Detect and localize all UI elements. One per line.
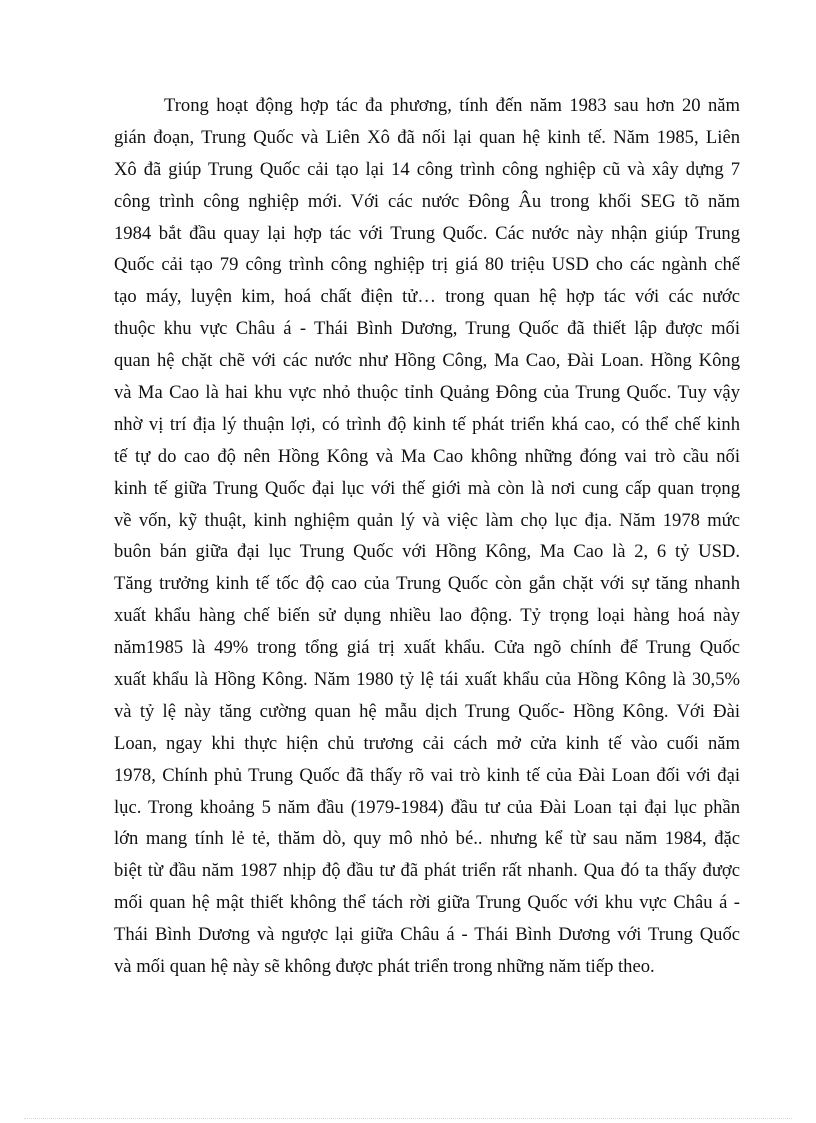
paragraph-line: 1984 bắt đầu quay lại hợp tác với Trung Quốc. Các nước này nhận giúp Trung	[114, 222, 740, 244]
paragraph-line: tế tự do cao độ nên Hồng Kông và Ma Cao không những đóng vai trò cầu nối	[114, 445, 740, 467]
page-bottom-divider	[24, 1118, 792, 1119]
paragraph-line: nhờ vị trí địa lý thuận lợi, có trình độ kinh tế phát triển khá cao, có thể chế kinh	[114, 413, 740, 435]
paragraph-line: buôn bán giữa đại lục Trung Quốc với Hồng Kông, Ma Cao là 2, 6 tỷ USD.	[114, 541, 740, 563]
paragraph-line: và mối quan hệ này sẽ không được phát triển trong những năm tiếp theo.	[114, 956, 655, 978]
paragraph-line: về vốn, kỹ thuật, kinh nghiệm quản lý và việc làm chọ lục địa. Năm 1978 mức	[114, 509, 740, 531]
paragraph-line: Trong hoạt động hợp tác đa phương, tính đến năm 1983 sau hơn 20 năm	[164, 95, 740, 116]
paragraph-line: năm1985 là 49% trong tổng giá trị xuất khẩu. Cửa ngõ chính để Trung Quốc	[114, 637, 740, 659]
paragraph-line: lớn mang tính lẻ tẻ, thăm dò, quy mô nhỏ bé.. nhưng kể từ sau năm 1984, đặc	[114, 828, 740, 850]
body-paragraph	[114, 90, 740, 983]
paragraph-line: lục. Trong khoảng 5 năm đầu (1979-1984) đầu tư của Đài Loan tại đại lục phần	[114, 796, 740, 818]
paragraph-line: tạo máy, luyện kim, hoá chất điện tử… trong quan hệ hợp tác với các nước	[114, 286, 740, 308]
paragraph-line: 1978, Chính phủ Trung Quốc đã thấy rõ vai trò kinh tế của Đài Loan đối với đại	[114, 764, 740, 786]
paragraph-line: xuất khẩu là Hồng Kông. Năm 1980 tỷ lệ tái xuất khẩu của Hồng Kông là 30,5%	[114, 669, 740, 691]
paragraph-line: Tăng trưởng kinh tế tốc độ cao của Trung Quốc còn gắn chặt với sự tăng nhanh	[114, 573, 740, 595]
paragraph-line: Quốc cải tạo 79 công trình công nghiệp trị giá 80 triệu USD cho các ngành chế	[114, 254, 740, 276]
paragraph-line: kinh tế giữa Trung Quốc đại lục với thế giới mà còn là nơi cung cấp quan trọng	[114, 477, 740, 499]
paragraph-line: xuất khẩu hàng chế biến sử dụng nhiều lao động. Tỷ trọng loại hàng hoá này	[114, 605, 740, 627]
paragraph-line: Loan, ngay khi thực hiện chủ trương cải cách mở cửa kinh tế vào cuối năm	[114, 732, 740, 754]
paragraph-line: và tỷ lệ này tăng cường quan hệ mẫu dịch Trung Quốc- Hồng Kông. Với Đài	[114, 700, 740, 722]
paragraph-line: gián đoạn, Trung Quốc và Liên Xô đã nối lại quan hệ kinh tế. Năm 1985, Liên	[114, 126, 740, 148]
paragraph-line: quan hệ chặt chẽ với các nước như Hồng Công, Ma Cao, Đài Loan. Hồng Kông	[114, 350, 740, 372]
paragraph-line: Thái Bình Dương và ngược lại giữa Châu á - Thái Bình Dương với Trung Quốc	[114, 924, 740, 946]
paragraph-line: công trình công nghiệp mới. Với các nước Đông Âu trong khối SEG tõ năm	[114, 190, 740, 212]
paragraph-line: Xô đã giúp Trung Quốc cải tạo lại 14 công trình công nghiệp cũ và xây dựng 7	[114, 158, 740, 180]
paragraph-line: mối quan hệ mật thiết không thể tách rời giữa Trung Quốc với khu vực Châu á -	[114, 892, 740, 914]
paragraph-line: và Ma Cao là hai khu vực nhỏ thuộc tỉnh Quảng Đông của Trung Quốc. Tuy vậy	[114, 382, 740, 404]
paragraph-line: thuộc khu vực Châu á - Thái Bình Dương, Trung Quốc đã thiết lập được mối	[114, 318, 740, 340]
paragraph-line: biệt từ đầu năm 1987 nhịp độ đầu tư đã phát triển rất nhanh. Qua đó ta thấy được	[114, 860, 740, 882]
